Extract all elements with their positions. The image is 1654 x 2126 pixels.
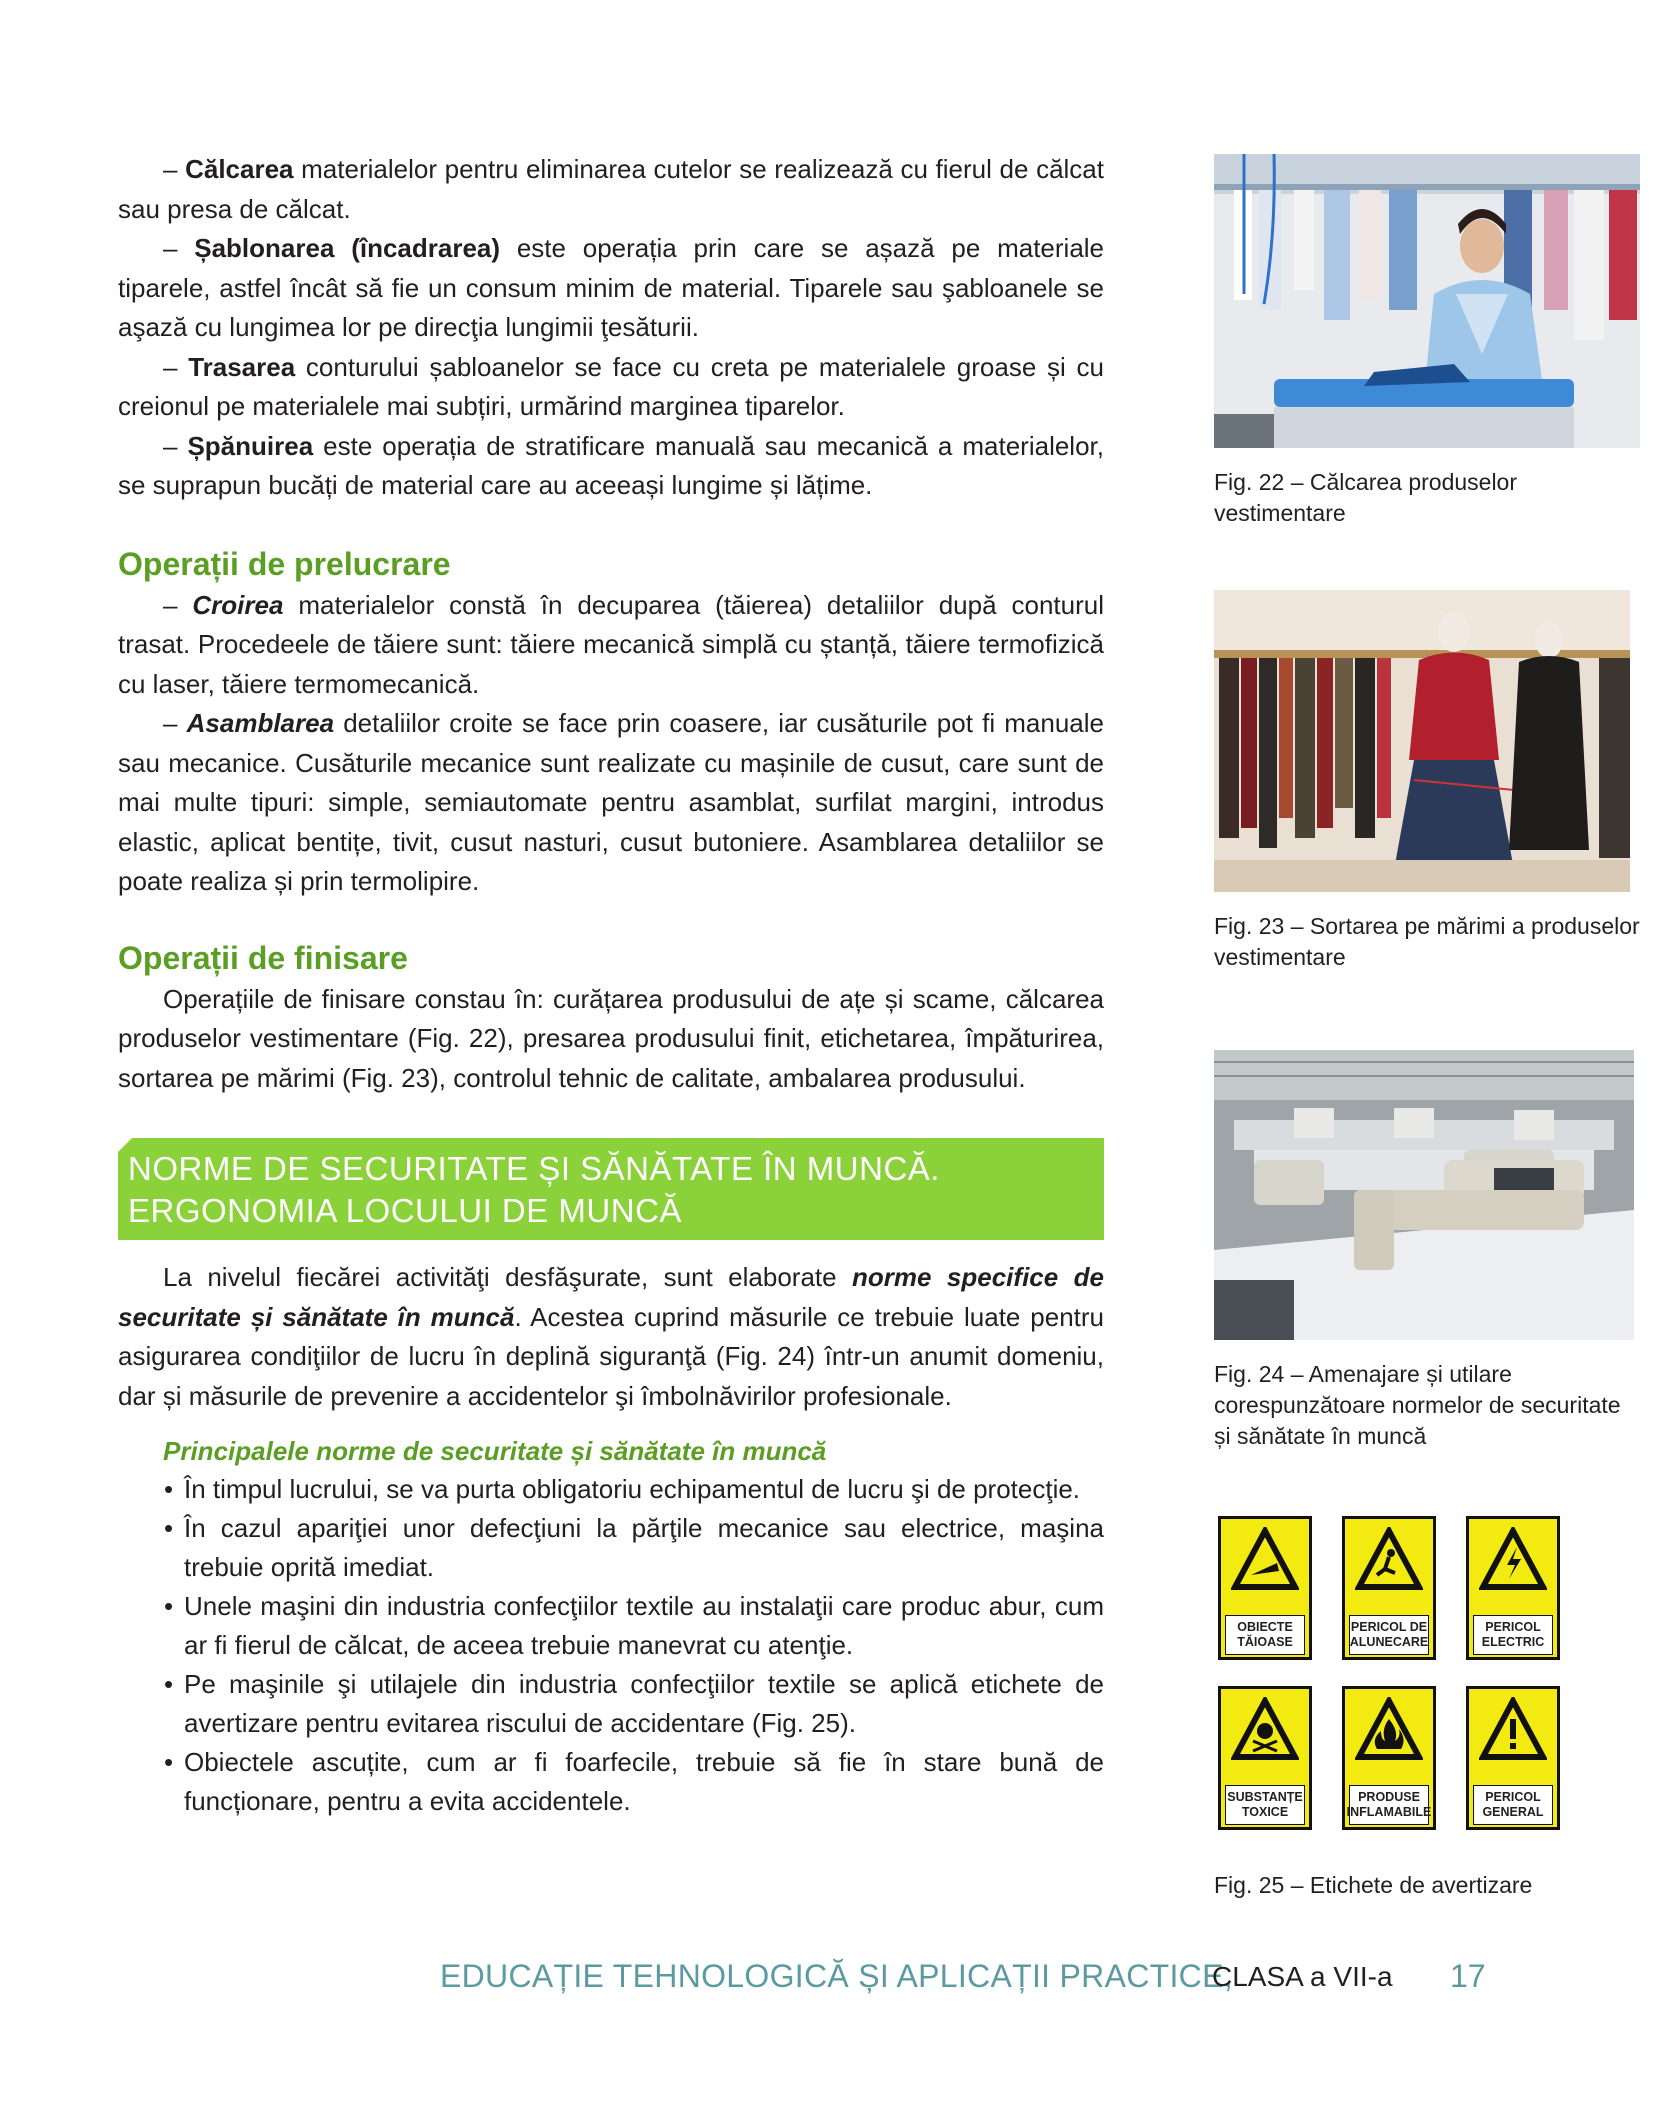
- emphasis-norme: norme specifice de securitate și sănătate în muncă: [118, 1262, 1104, 1332]
- term-sablonarea: Șablonarea (încadrarea): [194, 233, 501, 263]
- dash: –: [163, 708, 187, 738]
- term-asamblarea: Asamblarea: [186, 708, 335, 738]
- cutting-hazard-icon: [1231, 1527, 1299, 1591]
- sign-label: PERICOL DE ALUNECARE: [1349, 1615, 1429, 1655]
- figure-23: [1214, 590, 1640, 973]
- sign-label: OBIECTE TĂIOASE: [1225, 1615, 1305, 1655]
- paragraph-asamblarea: [118, 704, 1104, 902]
- heading-operatii-finisare: Operații de finisare: [118, 939, 408, 976]
- sign-produse-inflamabile: [1342, 1686, 1436, 1830]
- sign-label: PRODUSE INFLAMABILE: [1349, 1785, 1429, 1825]
- page-footer: [440, 1958, 1500, 2002]
- figure-22: [1214, 154, 1640, 529]
- main-text-column: [118, 150, 1104, 1821]
- figure-24: [1214, 1050, 1640, 1452]
- list-item: [118, 1470, 1104, 1509]
- dash: –: [163, 233, 195, 263]
- list-item-text: Unele maşini din industria confecţiilor textile au instalaţii care produc abur, cum ar fi fierul de călcat, de aceea trebuie manevrat cu atenţie.: [184, 1591, 1104, 1660]
- figure-25-caption: Fig. 25 – Etichete de avertizare: [1214, 1872, 1533, 1898]
- ironing-photo: [1214, 154, 1640, 453]
- paragraph-text: materialelor pentru eliminarea cutelor se realizează cu fierul de călcat sau presa de călcat.: [118, 154, 1104, 224]
- banner-corner: [118, 1138, 132, 1152]
- page-number: 17: [1450, 1958, 1486, 1994]
- list-item: [118, 1509, 1104, 1587]
- bullet-dot: •: [164, 1513, 174, 1543]
- banner-title-line-1: NORME DE SECURITATE ȘI SĂNĂTATE ÎN MUNCĂ.: [128, 1150, 940, 1187]
- footer-class: CLASA a VII-a: [1212, 1961, 1393, 1992]
- list-item: [118, 1665, 1104, 1743]
- sewing-workshop-photo: [1214, 1050, 1640, 1345]
- clothing-store-image: [1214, 590, 1630, 892]
- bullet-dot: •: [164, 1669, 174, 1699]
- list-item-text: Obiectele ascuțite, cum ar fi foarfecile, trebuie să fie în stare bună de funcționare, pentru a evita accidentele.: [184, 1747, 1104, 1816]
- sign-label: PERICOL ELECTRIC: [1473, 1615, 1553, 1655]
- list-item-text: În cazul apariţiei unor defecţiuni la părţile mecanice sau electrice, maşina trebuie oprită imediat.: [184, 1513, 1104, 1582]
- paragraph-spanuirea: [118, 427, 1104, 506]
- figure-23-caption: Fig. 23 – Sortarea pe mărimi a produselor vestimentare: [1214, 913, 1640, 970]
- footer-book-title: EDUCAȚIE TEHNOLOGICĂ ȘI APLICAȚII PRACTICE,: [440, 1958, 1233, 1994]
- dash: –: [163, 430, 188, 461]
- dash: –: [163, 351, 189, 382]
- sewing-workshop-image: [1214, 1050, 1634, 1340]
- paragraph-text: conturului șabloanelor se face cu creta pe materialele groase și cu creionul pe materialele mai subțiri, urmărind marginea tiparelor.: [118, 351, 1104, 421]
- term-croirea: Croirea: [192, 589, 284, 620]
- dash: –: [163, 589, 193, 620]
- paragraph-trasarea: [118, 348, 1104, 427]
- paragraph-text: este operația de stratificare manuală sau mecanică a materialelor, se suprapun bucăți de material care au aceeași lungime și lățime.: [118, 430, 1104, 500]
- term-calcarea: Călcarea: [185, 154, 294, 184]
- list-item-text: Pe maşinile şi utilajele din industria confecţiilor textile se aplică etichete de avertizare pentru evitarea riscului de accidentare (Fig. 25).: [184, 1669, 1104, 1738]
- sign-obiecte-taioase: [1218, 1516, 1312, 1660]
- sign-pericol-general: [1466, 1686, 1560, 1830]
- paragraph-finisare: Operațiile de finisare constau în: curățarea produsului de ațe și scame, călcarea produselor vestimentare (Fig. 22), presarea produsului finit, etichetarea, împăturirea, sortarea pe mărimi (Fig. 23), controlul tehnic de calitate, ambalarea produsului.: [118, 983, 1104, 1093]
- sign-label: SUBSTANȚE TOXICE: [1225, 1785, 1305, 1825]
- sign-pericol-alunecare: [1342, 1516, 1436, 1660]
- paragraph-croirea: [118, 586, 1104, 705]
- sign-pericol-electric: [1466, 1516, 1560, 1660]
- section-banner: [118, 1138, 1104, 1240]
- electric-hazard-icon: [1479, 1527, 1547, 1591]
- paragraph-norme-intro: [118, 1258, 1104, 1416]
- warning-signs-grid: [1214, 1516, 1640, 1852]
- paragraph-text: detaliilor croite se face prin coasere, iar cusăturile pot fi manuale sau mecanice. Cusăturile mecanice sunt realizate cu mașinile de cusut, care sunt de mai multe tipuri: simple, semiautomate pentru asamblat, surfilat margini, introdus elastic, aplicat bentițe, tivit, cusut nasturi, cusut butoniere. Asamblarea detaliilor se poate realiza și prin termolipire.: [118, 708, 1104, 896]
- list-item: [118, 1587, 1104, 1665]
- sign-substante-toxice: [1218, 1686, 1312, 1830]
- term-trasarea: Trasarea: [188, 351, 296, 382]
- list-item: [118, 1743, 1104, 1821]
- paragraph-text: . Acestea cuprind măsurile ce trebuie luate pentru asigurarea condiţiilor de lucru în deplină siguranţă (Fig. 24) într-un anumit domeniu, dar și măsurile de prevenire a accidentelor şi îmbolnăvirilor profesionale.: [118, 1301, 1105, 1411]
- heading-operatii-prelucrare: Operații de prelucrare: [118, 545, 451, 582]
- flame-icon: [1355, 1697, 1423, 1761]
- sign-label: PERICOL GENERAL: [1473, 1785, 1553, 1825]
- list-item-text: În timpul lucrului, se va purta obligatoriu echipamentul de lucru şi de protecţie.: [184, 1474, 1081, 1504]
- figure-25: [1214, 1516, 1640, 1898]
- subheading-principalele-norme: Principalele norme de securitate și sănătate în muncă: [163, 1436, 827, 1466]
- paragraph-sablonarea: [118, 229, 1104, 348]
- clothing-store-photo: [1214, 590, 1640, 897]
- term-spanuirea: Șpănuirea: [187, 430, 314, 461]
- ironing-photo-image: [1214, 154, 1640, 448]
- toxic-skull-icon: [1231, 1697, 1299, 1761]
- exclamation-icon: [1479, 1697, 1547, 1761]
- paragraph-text: este operația prin care se așază pe materiale tiparele, astfel încât să fie un consum minim de material. Tiparele sau şabloanele se aşază cu lungimea lor pe direcţia lungimii ţesăturii.: [118, 233, 1105, 342]
- bullet-dot: •: [164, 1591, 174, 1621]
- paragraph-text: materialelor constă în decuparea (tăierea) detaliilor după conturul trasat. Procedeele de tăiere sunt: tăiere mecanică simplă cu ștanță, tăiere termofizică cu laser, tăiere termomecanică.: [118, 589, 1104, 699]
- slip-hazard-icon: [1355, 1527, 1423, 1591]
- figure-24-caption: Fig. 24 – Amenajare și utilare corespunzătoare normelor de securitate și sănătate în muncă: [1214, 1361, 1621, 1449]
- paragraph-text: La nivelul fiecărei activităţi desfăşurate, sunt elaborate: [163, 1262, 853, 1292]
- bullet-dot: •: [164, 1747, 174, 1777]
- figure-22-caption: Fig. 22 – Călcarea produselor vestimentare: [1214, 469, 1517, 526]
- banner-title-line-2: ERGONOMIA LOCULUI DE MUNCĂ: [128, 1192, 682, 1229]
- dash: –: [163, 154, 186, 184]
- norme-list: [118, 1470, 1104, 1821]
- bullet-dot: •: [164, 1474, 174, 1504]
- paragraph-calcarea: [118, 150, 1104, 229]
